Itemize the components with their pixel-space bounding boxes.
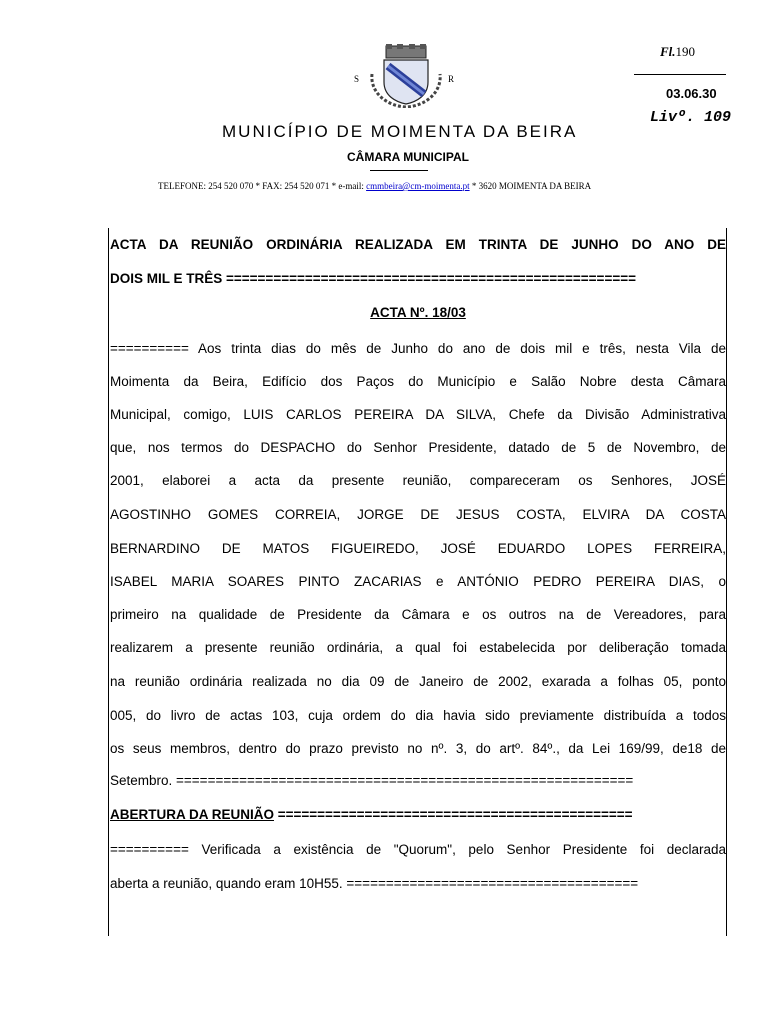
body-line: ========== Aos trinta dias do mês de Junho do ano de dois mil e três, nesta Vila de bbox=[110, 341, 726, 356]
folio-number bbox=[660, 44, 695, 60]
body-line: Moimenta da Beira, Edifício dos Paços do Município e Salão Nobre desta Câmara bbox=[110, 374, 726, 389]
body-line: primeiro na qualidade de Presidente da Câmara e os outros na de Vereadores, para bbox=[110, 607, 726, 622]
municipal-crest-icon bbox=[352, 44, 460, 108]
municipality-title: MUNICÍPIO DE MOIMENTA DA BEIRA bbox=[222, 122, 578, 141]
section-heading-fill: ============================================= bbox=[274, 807, 633, 822]
council-underline bbox=[370, 170, 428, 171]
body-line: ISABEL MARIA SOARES PINTO ZACARIAS e ANTÓNIO PEDRO PEREIRA DIAS, o bbox=[110, 574, 726, 589]
body-line: 005, do livro de actas 103, cuja ordem do dia havia sido previamente distribuída a todos bbox=[110, 708, 726, 723]
body-line: aberta a reunião, quando eram 10H55. ===================================== bbox=[110, 876, 639, 891]
minutes-title-line-2: DOIS MIL E TRÊS ==================================================== bbox=[110, 271, 636, 286]
body-line: na reunião ordinária realizada no dia 09 de Janeiro de 2002, exarada a folhas 05, ponto bbox=[110, 674, 726, 689]
crest-letter-r: R bbox=[448, 74, 455, 84]
folio-value: 190 bbox=[675, 44, 696, 59]
minutes-title-line-1: ACTA DA REUNIÃO ORDINÁRIA REALIZADA EM TRINTA DE JUNHO DO ANO DE bbox=[110, 237, 726, 252]
council-title: CÂMARA MUNICIPAL bbox=[347, 150, 469, 164]
body-line: os seus membros, dentro do prazo previsto no nº. 3, do artº. 84º., da Lei 169/99, de18 de bbox=[110, 741, 726, 756]
body-line: ========== Verificada a existência de "Quorum", pelo Senhor Presidente foi declarada bbox=[110, 842, 726, 857]
body-frame-left bbox=[108, 228, 109, 936]
section-heading-text: ABERTURA DA REUNIÃO bbox=[110, 807, 274, 822]
body-line: 2001, elaborei a acta da presente reunião, compareceram os Senhores, JOSÉ bbox=[110, 473, 726, 488]
meeting-date: 03.06.30 bbox=[666, 86, 717, 101]
body-line: BERNARDINO DE MATOS FIGUEIREDO, JOSÉ EDUARDO LOPES FERREIRA, bbox=[110, 541, 726, 556]
contact-phone-fax: TELEFONE: 254 520 070 * FAX: 254 520 071 * e-mail: bbox=[158, 181, 367, 191]
body-frame-right bbox=[726, 228, 727, 936]
minutes-number bbox=[110, 304, 726, 322]
section-heading bbox=[110, 806, 726, 824]
folio-prefix: Fl. bbox=[660, 44, 676, 59]
folio-divider bbox=[634, 74, 726, 75]
minutes-number-text: ACTA Nº. 18/03 bbox=[370, 305, 466, 320]
body-line: AGOSTINHO GOMES CORREIA, JORGE DE JESUS COSTA, ELVIRA DA COSTA bbox=[110, 507, 726, 522]
body-line: realizarem a presente reunião ordinária, a qual foi estabelecida por deliberação tomada bbox=[110, 640, 726, 655]
body-line: Municipal, comigo, LUIS CARLOS PEREIRA DA SILVA, Chefe da Divisão Administrativa bbox=[110, 407, 726, 422]
email-link[interactable]: cmmbeira@cm-moimenta.pt bbox=[366, 181, 470, 191]
body-line: Setembro. ========================================================== bbox=[110, 773, 634, 788]
contact-address: * 3620 MOIMENTA DA BEIRA bbox=[469, 181, 592, 191]
contact-line bbox=[158, 181, 591, 191]
body-line: que, nos termos do DESPACHO do Senhor Presidente, datado de 5 de Novembro, de bbox=[110, 440, 726, 455]
book-number: Livº. 109 bbox=[650, 109, 732, 126]
crest-letter-s: S bbox=[354, 74, 360, 84]
